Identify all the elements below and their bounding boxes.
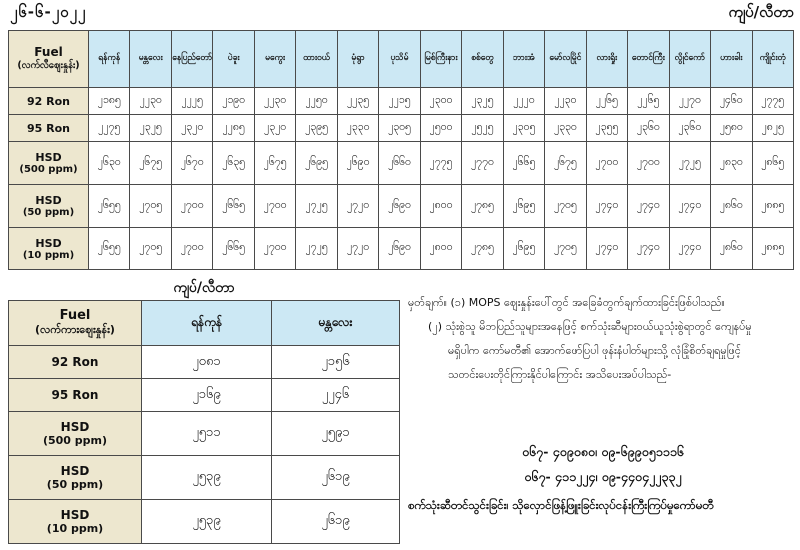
city-header-naypyidaw: နေပြည်တော် [171, 31, 212, 88]
price-cell: ၂၃၂၅ [462, 88, 503, 115]
city-header-lashio: လားရှိုး [586, 31, 627, 88]
price-cell: ၂၁၉၀ [213, 88, 254, 115]
price-cell: ၂၃၂၅ [130, 115, 171, 142]
unit-label-bottom: ကျပ်/လီတာ [173, 280, 235, 296]
row-label-hsd10: HSD (10 ppm) [9, 228, 89, 270]
wholesale-row-hsd500 [9, 412, 400, 456]
retail-row-hsd50 [9, 185, 794, 228]
price-cell: ၂၃၀၀ [420, 88, 461, 115]
wholesale-row-hsd50 [9, 456, 400, 500]
price-cell: ၂၆၁၉ [272, 456, 400, 500]
price-cell: ၂၃၂၀ [254, 115, 295, 142]
price-cell: ၂၄၆၀ [711, 88, 752, 115]
price-cell: ၂၇၄၀ [669, 228, 710, 270]
price-cell: ၂၇၂၀ [337, 185, 378, 228]
city-header-magway: မကွေး [254, 31, 295, 88]
price-cell: ၂၇၄၀ [586, 185, 627, 228]
price-cell: ၂၆၆၅ [503, 142, 544, 185]
price-cell: ၂၆၉၅ [503, 228, 544, 270]
price-cell: ၂၂၇၀ [669, 88, 710, 115]
price-cell: ၂၇၇၀ [462, 142, 503, 185]
row-label-95ron: 95 Ron [9, 379, 142, 412]
price-cell: ၂၂၄၆ [272, 379, 400, 412]
city-header-loikaw: လွိုင်ကော် [669, 31, 710, 88]
price-cell: ၂၂၃၀ [254, 88, 295, 115]
city-header-kyaingtong: ကျိုင်းတုံ [752, 31, 794, 88]
price-cell: ၂၇၀၅ [130, 228, 171, 270]
retail-price-table [8, 30, 794, 270]
price-cell: ၂၈၆၀ [711, 185, 752, 228]
wholesale-header-row [9, 301, 400, 346]
price-cell: ၂၅၃၉ [142, 500, 272, 544]
price-cell: ၂၆၇၅ [254, 142, 295, 185]
retail-row-hsd500 [9, 142, 794, 185]
retail-row-hsd10 [9, 228, 794, 270]
price-cell: ၂၆၉၅ [503, 185, 544, 228]
price-cell: ၂၂၃၅ [337, 88, 378, 115]
retail-header-row [9, 31, 794, 88]
price-cell: ၂၅၂၅ [462, 115, 503, 142]
price-cell: ၂၀၈၁ [142, 346, 272, 379]
price-cell: ၂၇၄၀ [669, 185, 710, 228]
price-cell: ၂၈၃၀ [711, 142, 752, 185]
price-cell: ၂၃၀၅ [379, 115, 420, 142]
price-cell: ၂၂၆၅ [586, 88, 627, 115]
price-cell: ၂၆၇၅ [130, 142, 171, 185]
note-line-2: (၂) သုံးစွဲသူ မိဘပြည်သူများအနေဖြင့် စက်သုံးဆီများဝယ်ယူသုံးစွဲရာတွင် ကျေနပ်မှု [428, 320, 752, 333]
date-label: ၂၆-၆-၂၀၂၂ [10, 3, 87, 21]
row-label-92ron: 92 Ron [9, 346, 142, 379]
price-cell: ၂၇၀၀ [254, 228, 295, 270]
city-header-taunggyi: တောင်ကြီး [628, 31, 669, 88]
price-cell: ၂၂၂၅ [171, 88, 212, 115]
price-cell: ၂၃၆၀ [669, 115, 710, 142]
wholesale-row-95ron [9, 379, 400, 412]
price-cell: ၂၆၆၅ [213, 228, 254, 270]
unit-label-top: ကျပ်/လီတာ [728, 3, 794, 21]
price-cell: ၂၆၆၀ [379, 142, 420, 185]
wholesale-city-header-mandalay: မန္တလေး [272, 301, 400, 346]
price-cell: ၂၁၆၉ [142, 379, 272, 412]
price-cell: ၂၆၅၅ [89, 185, 130, 228]
retail-row-95ron [9, 115, 794, 142]
price-cell: ၂၈၀၀ [420, 185, 461, 228]
price-cell: ၂၇၀၅ [545, 228, 586, 270]
price-cell: ၂၆၇၅ [545, 142, 586, 185]
city-header-yangon: ရန်ကုန် [89, 31, 130, 88]
price-cell: ၂၃၃၀ [545, 115, 586, 142]
price-cell: ၂၃၀၅ [503, 115, 544, 142]
city-header-dawei: ထားဝယ် [296, 31, 337, 88]
city-header-hakha: ဟားခါး [711, 31, 752, 88]
price-cell: ၂၅၁၁ [142, 412, 272, 456]
price-cell: ၂၂၈၅ [213, 115, 254, 142]
city-header-bago: ပဲခူး [213, 31, 254, 88]
price-cell: ၂၂၃၀ [130, 88, 171, 115]
price-cell: ၂၆၃၀ [89, 142, 130, 185]
row-label-92ron: 92 Ron [9, 88, 89, 115]
price-cell: ၂၇၇၅ [752, 88, 794, 115]
price-cell: ၂၇၂၅ [296, 228, 337, 270]
price-cell: ၂၂၇၅ [89, 115, 130, 142]
note-line-1: မှတ်ချက်။ (၁) MOPS ဈေးနှုန်းပေါ်တွင် အခြေခံတွက်ချက်ထားခြင်းဖြစ်ပါသည်။ [408, 296, 725, 309]
price-cell: ၂၈၆၀ [711, 228, 752, 270]
price-cell: ၂၇၈၅ [462, 185, 503, 228]
row-label-hsd500: HSD (500 ppm) [9, 412, 142, 456]
row-label-hsd50: HSD (50 ppm) [9, 456, 142, 500]
price-cell: ၂၇၇၅ [420, 142, 461, 185]
price-cell: ၂၇၀၀ [171, 228, 212, 270]
price-cell: ၂၇၂၅ [296, 185, 337, 228]
price-cell: ၂၂၁၅ [379, 88, 420, 115]
row-label-hsd10: HSD (10 ppm) [9, 500, 142, 544]
phone-line-1: ဝ၆၇- ၄၀၉၀၈၀၊ ဝ၉-၆၉၉၀၅၁၁၁၆ [522, 444, 684, 459]
row-label-hsd500: HSD (500 ppm) [9, 142, 89, 185]
notes-block [408, 291, 798, 515]
price-cell: ၂၇၀၀ [254, 185, 295, 228]
phone-numbers [408, 439, 798, 489]
fuel-header-label: Fuel [34, 45, 63, 59]
wholesale-row-92ron [9, 346, 400, 379]
price-cell: ၂၆၉၀ [379, 185, 420, 228]
price-cell: ၂၈၈၅ [752, 228, 794, 270]
price-cell: ၂၃၆၀ [628, 115, 669, 142]
price-cell: ၂၂၅၀ [296, 88, 337, 115]
wholesale-row-hsd10 [9, 500, 400, 544]
wholesale-price-table [8, 300, 400, 544]
price-cell: ၂၇၂၅ [669, 142, 710, 185]
city-header-mawlamyine: မော်လမြိုင် [545, 31, 586, 88]
note-line-3: မရှိပါက ကော်မတီ၏ အောက်ဖော်ပြပါ ဖုန်းနံပါတ်များသို့ လုံခြုံစိတ်ချရမှုဖြင့် [448, 344, 741, 357]
price-cell: ၂၇၂၀ [337, 228, 378, 270]
phone-line-2: ဝ၆၇- ၄၁၁၂၂၄၊ ဝ၉-၄၄၀၄၂၂၃၃၂ [524, 469, 682, 484]
row-label-95ron: 95 Ron [9, 115, 89, 142]
price-cell: ၂၇၈၅ [462, 228, 503, 270]
price-cell: ၂၆၉၀ [379, 228, 420, 270]
price-cell: ၂၃၃၀ [337, 115, 378, 142]
city-header-pathein: ပုသိမ် [379, 31, 420, 88]
price-cell: ၂၅၀၀ [420, 115, 461, 142]
city-header-sittwe: စစ်တွေ [462, 31, 503, 88]
price-cell: ၂၆၆၅ [213, 185, 254, 228]
note-line-4: သတင်းပေးတိုင်ကြားနိုင်ပါကြောင်း အသိပေးအပ်ပါသည်- [448, 368, 672, 381]
price-cell: ၂၆၇၀ [171, 142, 212, 185]
price-cell: ၂၅၃၉ [142, 456, 272, 500]
price-cell: ၂၅၈၀ [711, 115, 752, 142]
city-header-myitkyina: မြစ်ကြီးနား [420, 31, 461, 88]
retail-row-92ron [9, 88, 794, 115]
price-cell: ၂၇၄၀ [628, 228, 669, 270]
price-cell: ၂၃၅၅ [586, 115, 627, 142]
price-cell: ၂၈၀၀ [420, 228, 461, 270]
price-cell: ၂၆၉၅ [296, 142, 337, 185]
price-cell: ၂၈၈၅ [752, 185, 794, 228]
price-cell: ၂၃၂၀ [171, 115, 212, 142]
price-cell: ၂၁၅၆ [272, 346, 400, 379]
price-cell: ၂၂၃၀ [545, 88, 586, 115]
committee-name: စက်သုံးဆီတင်သွင်းခြင်း၊ သိုလှောင်ဖြန့်ဖြူးခြင်းလုပ်ငန်းကြီးကြပ်မှုကော်မတီ [408, 498, 714, 512]
price-cell: ၂၇၄၀ [586, 228, 627, 270]
price-cell: ၂၂၆၅ [628, 88, 669, 115]
price-cell: ၂၈၆၅ [752, 142, 794, 185]
wholesale-fuel-header-cell: Fuel (လက်ကားဈေးနှုန်း) [9, 301, 142, 346]
price-cell: ၂၆၃၅ [213, 142, 254, 185]
price-cell: ၂၆၅၅ [89, 228, 130, 270]
price-cell: ၂၂၂၀ [503, 88, 544, 115]
price-cell: ၂၇၀၀ [586, 142, 627, 185]
city-header-mandalay: မန္တလေး [130, 31, 171, 88]
city-header-monywa: မုံရွာ [337, 31, 378, 88]
price-cell: ၂၇၀၅ [545, 185, 586, 228]
fuel-subheader-label: (လက်လီဈေးနှုန်း) [17, 60, 80, 71]
price-cell: ၂၇၀၀ [628, 142, 669, 185]
price-cell: ၂၆၁၉ [272, 500, 400, 544]
price-cell: ၂၃၉၅ [296, 115, 337, 142]
wholesale-city-header-yangon: ရန်ကုန် [142, 301, 272, 346]
retail-fuel-header-cell [9, 31, 89, 88]
row-label-hsd50: HSD (50 ppm) [9, 185, 89, 228]
price-cell: ၂၈၂၅ [752, 115, 794, 142]
city-header-hpaan: ဘားအံ [503, 31, 544, 88]
price-cell: ၂၇၀၀ [171, 185, 212, 228]
price-cell: ၂၆၉၀ [337, 142, 378, 185]
price-cell: ၂၇၄၀ [628, 185, 669, 228]
price-cell: ၂၅၉၁ [272, 412, 400, 456]
price-cell: ၂၇၀၅ [130, 185, 171, 228]
price-cell: ၂၁၈၅ [89, 88, 130, 115]
